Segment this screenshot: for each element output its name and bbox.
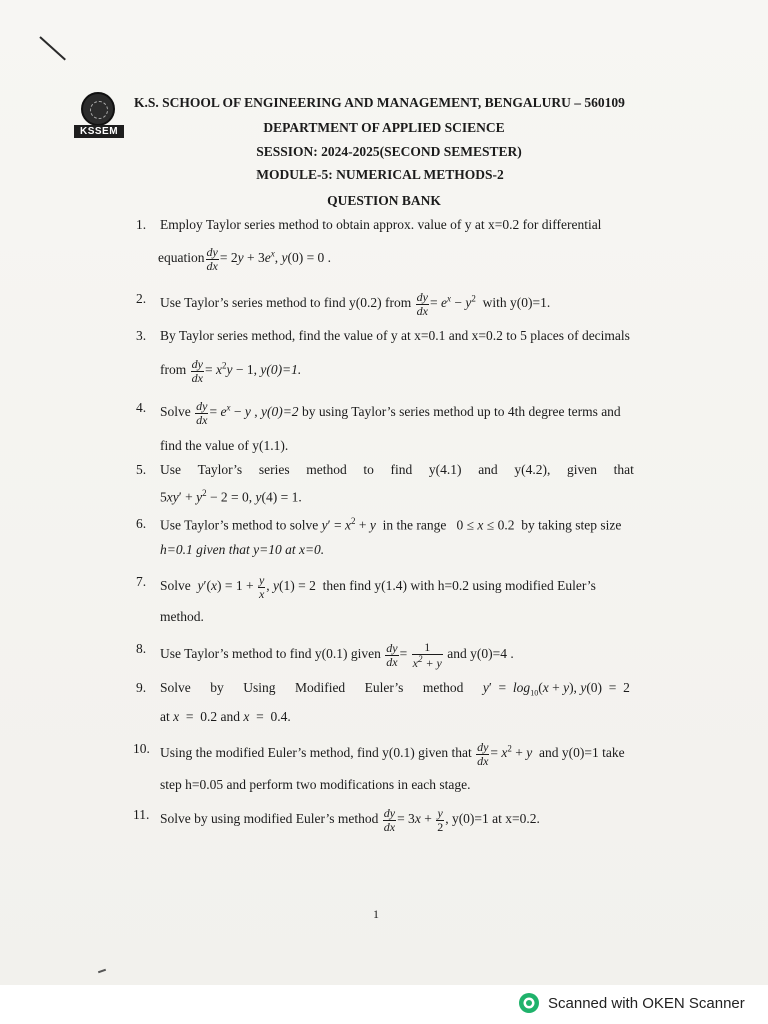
question-text: Solve by using modified Euler’s method $\frac{dy}{dx}$ = 3x + $\frac{y}{2}$ , y(0)=1 at x=0.2. bbox=[160, 806, 540, 834]
question-text: step h=0.05 and perform two modifications in each stage. bbox=[160, 777, 471, 792]
question-number: 7. bbox=[136, 574, 147, 589]
department: DEPARTMENT OF APPLIED SCIENCE bbox=[263, 120, 505, 135]
question-number: 5. bbox=[136, 462, 147, 477]
question-text: Using the modified Euler’s method, find y(0.1) given that $\frac{dy}{dx}$ = $x^2 + y$ and y(0)=1 take bbox=[160, 740, 625, 768]
question-text: Use Taylor’s series method to find y(0.2) from $\frac{dy}{dx}$ = $e^x - y^2$ with y(0)=1. bbox=[160, 290, 551, 318]
session: SESSION: 2024-2025(SECOND SEMESTER) bbox=[256, 144, 522, 159]
question-text: find the value of y(1.1). bbox=[160, 438, 289, 453]
module: MODULE-5: NUMERICAL METHODS-2 bbox=[256, 167, 504, 182]
question-equation: equation $\frac{dy}{dx}$ = $2y + 3e^x$, y(0) = 0 . bbox=[158, 245, 332, 273]
page-number: 1 bbox=[373, 907, 379, 921]
question-number: 1. bbox=[136, 217, 147, 232]
question-text: Use Taylor’s series method to find y(4.1) and y(4.2), given that bbox=[160, 462, 634, 477]
question-text: Solve $\frac{dy}{dx}$ = $e^x - y$ , y(0)=2 by using Taylor’s series method up to 4th degree terms and bbox=[160, 399, 621, 427]
question-equation: $5xy' + y^2 - 2 = 0$, y(4) = 1. bbox=[160, 488, 302, 505]
question-text: Solve y′(x) = 1 + $\frac{y}{x}$ , y(1) = 2 then find y(1.4) with h=0.2 using modified Euler’s bbox=[160, 573, 596, 601]
page-title: QUESTION BANK bbox=[327, 193, 441, 208]
scanner-watermark bbox=[518, 990, 745, 1016]
question-text: Employ Taylor series method to obtain approx. value of y at x=0.2 for differential bbox=[160, 217, 602, 232]
pen-mark bbox=[98, 969, 106, 974]
school-logo bbox=[74, 92, 124, 144]
question-number: 11. bbox=[133, 807, 150, 822]
question-number: 10. bbox=[133, 741, 150, 756]
question-number: 3. bbox=[136, 328, 147, 343]
question-number: 6. bbox=[136, 516, 147, 531]
question-text: at x = 0.2 and x = 0.4. bbox=[160, 709, 291, 724]
question-number: 8. bbox=[136, 641, 147, 656]
question-text: Use Taylor’s method to find y(0.1) given $\frac{dy}{dx}$ = $\frac{1}{x^2 + y}$ and y(0)=4 . bbox=[160, 640, 514, 670]
question-text: Use Taylor’s method to solve $y' = x^2 + y$ in the range 0 ≤ x ≤ 0.2 by taking step size bbox=[160, 516, 622, 533]
logo-text: KSSEM bbox=[74, 125, 124, 138]
scanner-logo-icon bbox=[518, 992, 540, 1014]
question-text: Solve by Using Modified Euler’s method $y' = \log_{10}(x + y)$, y(0) = 2 bbox=[160, 680, 630, 698]
pen-mark bbox=[39, 36, 66, 60]
question-text: h=0.1 given that y=10 at x=0. bbox=[160, 542, 325, 557]
question-text: By Taylor series method, find the value of y at x=0.1 and x=0.2 to 5 places of decimals bbox=[160, 328, 630, 343]
question-text: method. bbox=[160, 609, 204, 624]
school-name: K.S. SCHOOL OF ENGINEERING AND MANAGEMENT, BENGALURU – 560109 bbox=[134, 95, 625, 110]
scanner-text: Scanned with OKEN Scanner bbox=[548, 994, 745, 1012]
question-equation: from $\frac{dy}{dx}$ = $x^2y - 1$, y(0)=1. bbox=[160, 357, 302, 385]
question-number: 2. bbox=[136, 291, 147, 306]
question-number: 9. bbox=[136, 680, 147, 695]
question-number: 4. bbox=[136, 400, 147, 415]
